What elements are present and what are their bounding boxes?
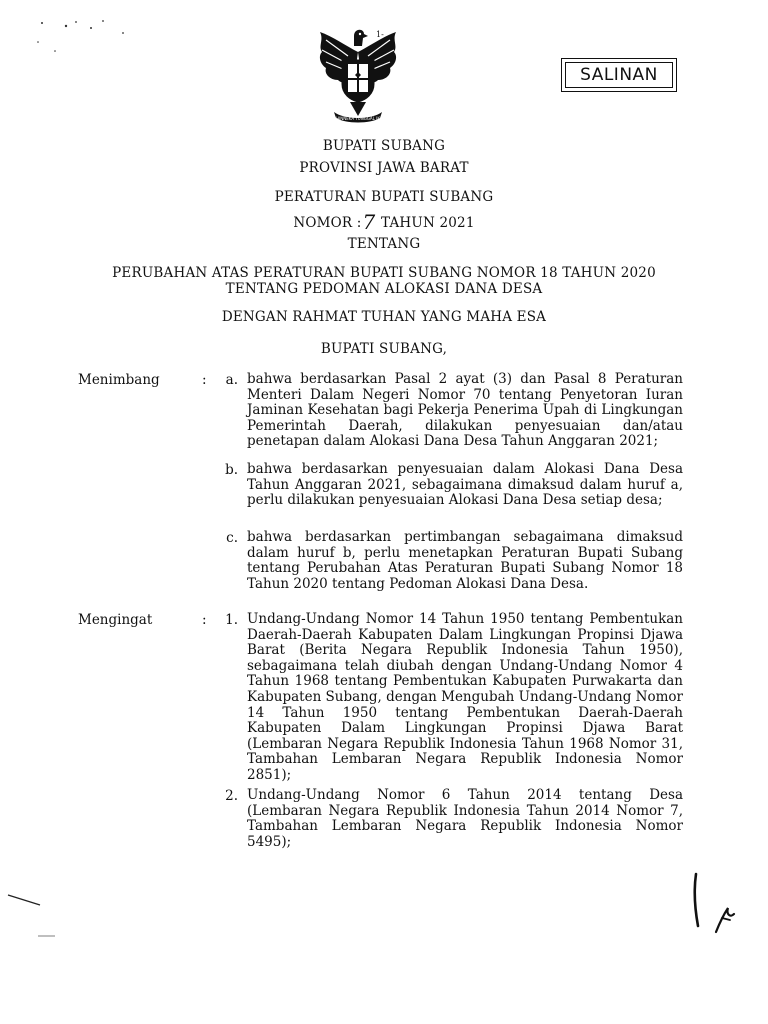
svg-text:BHINNEKA TUNGGAL IKA: BHINNEKA TUNGGAL IKA xyxy=(333,116,383,121)
mengingat-item-1 xyxy=(247,612,683,784)
menimbang-label: Menimbang xyxy=(78,372,160,388)
menimbang-marker-a: a. xyxy=(225,372,238,388)
menimbang-item-a xyxy=(247,372,683,450)
mengingat-item-1-text: Undang-Undang Nomor 14 Tahun 1950 tentang Pembentukan Daerah-Daerah Kabupaten Dalam Lingkungan Propinsi Djawa Barat (Berita Negara Republik Indonesia Tahun 1950), sebagaimana telah diubah dengan Undang-Undang Nomor 4 Tahun 1968 tentang Pembentukan Kabupaten Purwakarta dan Kabupaten Subang, dengan Mengubah Undang-Undang Nomor 14 Tahun 1950 tentang Pembentukan Daerah-Daerah Kabupaten Dalam Lingkungan Propinsi Djawa Barat (Lembaran Negara Republik Indonesia Tahun 1968 Nomor 31, Tambahan Lembaran Negara Republik Indonesia Nomor 2851); xyxy=(247,611,684,783)
garuda-pancasila-emblem xyxy=(308,22,408,128)
salinan-stamp xyxy=(561,58,677,92)
header-nomor xyxy=(0,208,768,232)
header-provinsi: PROVINSI JAWA BARAT xyxy=(299,160,469,176)
mengingat-item-2 xyxy=(247,788,683,850)
subject-line-2: TENTANG PEDOMAN ALOKASI DANA DESA xyxy=(225,281,543,297)
mengingat-marker-1: 1. xyxy=(225,612,238,628)
nomor-suffix: TAHUN 2021 xyxy=(380,215,475,231)
rahmat-line: DENGAN RAHMAT TUHAN YANG MAHA ESA xyxy=(221,309,547,325)
menimbang-marker-b: b. xyxy=(225,462,238,478)
menimbang-colon: : xyxy=(202,372,207,388)
nomor-prefix: NOMOR : xyxy=(293,215,362,231)
menimbang-marker-c: c. xyxy=(226,530,238,546)
menimbang-item-a-text: bahwa berdasarkan Pasal 2 ayat (3) dan Pasal 8 Peraturan Menteri Dalam Negeri Nomor 70 tentang Penyetoran Iuran Jaminan Kesehatan bagi Pekerja Penerima Upah di Lingkungan Pemerintah Daerah, dilakukan penyesuaian dan/atau penetapan dalam Alokasi Dana Desa Tahun Anggaran 2021; xyxy=(247,371,683,450)
svg-text:1-: 1- xyxy=(376,30,384,39)
nomor-value: 7 xyxy=(362,210,376,234)
menimbang-item-b xyxy=(247,462,683,509)
header-tentang: TENTANG xyxy=(347,236,421,252)
bupati-line: BUPATI SUBANG, xyxy=(320,341,448,357)
mengingat-marker-2: 2. xyxy=(225,788,238,804)
header-regulation: PERATURAN BUPATI SUBANG xyxy=(274,189,494,205)
menimbang-item-c xyxy=(247,530,683,592)
menimbang-item-c-text: bahwa berdasarkan pertimbangan sebagaimana dimaksud dalam huruf b, perlu menetapkan Peraturan Bupati Subang tentang Perubahan Atas Peraturan Bupati Subang Nomor 18 Tahun 2020 tentang Pedoman Alokasi Dana Desa. xyxy=(247,529,683,592)
header-bupati: BUPATI SUBANG xyxy=(322,138,446,154)
mengingat-colon: : xyxy=(202,612,207,628)
salinan-label: SALINAN xyxy=(565,62,673,88)
handwritten-initials-mark xyxy=(680,868,740,940)
subject-line-1: PERUBAHAN ATAS PERATURAN BUPATI SUBANG NOMOR 18 TAHUN 2020 xyxy=(112,265,656,281)
menimbang-item-b-text: bahwa berdasarkan penyesuaian dalam Alokasi Dana Desa Tahun Anggaran 2021, sebagaimana dimaksud dalam huruf a, perlu dilakukan penyesuaian Alokasi Dana Desa setiap desa; xyxy=(247,461,683,509)
mengingat-item-2-text: Undang-Undang Nomor 6 Tahun 2014 tentang Desa (Lembaran Negara Republik Indonesia Tahun 2014 Nomor 7, Tambahan Lembaran Negara Republik Indonesia Nomor 5495); xyxy=(247,787,683,850)
mengingat-label: Mengingat xyxy=(78,612,153,628)
